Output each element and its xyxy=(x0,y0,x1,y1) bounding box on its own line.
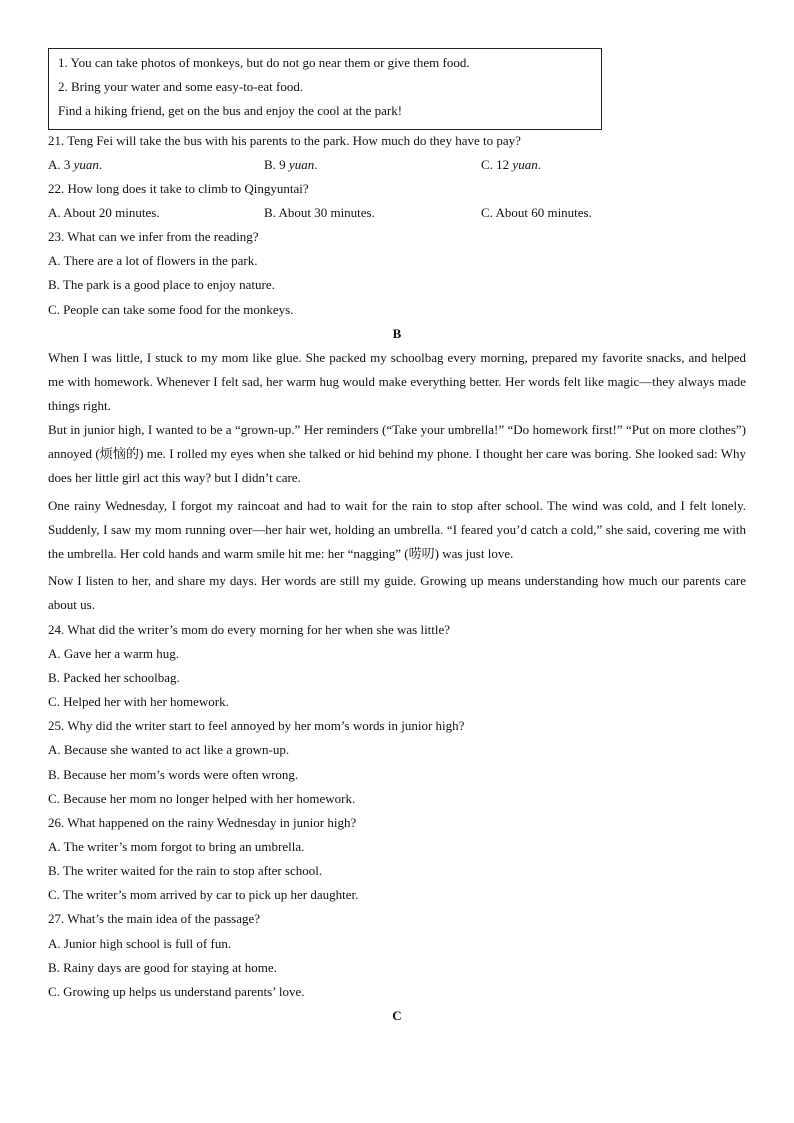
question-21-option-c: C. 12 yuan. xyxy=(481,157,541,172)
question-23-option-b: B. The park is a good place to enjoy nature. xyxy=(48,277,275,292)
passage-b-paragraph-2: But in junior high, I wanted to be a “grown-up.” Her reminders (“Take your umbrella!” “Do homework first!” “Put on more clothes”) annoyed (烦恼的) me. I rolled my eyes when she talked or hid behind my phone. I thought her care was boring. She looked sad: Why does her little girl act this way? but I didn’t care. xyxy=(48,422,746,486)
question-22: 22. How long does it take to climb to Qingyuntai? xyxy=(48,181,309,196)
passage-b-paragraph-3: One rainy Wednesday, I forgot my raincoat and had to wait for the rain to stop after school. The wind was cold, and I felt lonely. Suddenly, I saw my mom running over—her hair wet, holding an umbrella. “I feared you’d catch a cold,” she said, covering me with the umbrella. Her cold hands and warm smile hit me: her “nagging” (唠叨) was just love. xyxy=(48,498,746,562)
question-22-option-b: B. About 30 minutes. xyxy=(264,205,375,220)
question-22-option-c: C. About 60 minutes. xyxy=(481,205,592,220)
question-22-option-a: A. About 20 minutes. xyxy=(48,205,160,220)
section-b-heading: B xyxy=(392,326,402,341)
question-21: 21. Teng Fei will take the bus with his parents to the park. How much do they have to pay? xyxy=(48,133,521,148)
question-23-option-a: A. There are a lot of flowers in the park. xyxy=(48,253,258,268)
notice-box xyxy=(48,48,602,130)
notice-line-1: 1. You can take photos of monkeys, but do not go near them or give them food. xyxy=(58,55,470,70)
question-23: 23. What can we infer from the reading? xyxy=(48,229,259,244)
question-21-option-a: A. 3 yuan. xyxy=(48,157,103,172)
question-25-option-a: A. Because she wanted to act like a grown-up. xyxy=(48,742,290,757)
question-27-option-a: A. Junior high school is full of fun. xyxy=(48,936,232,951)
question-24-option-b: B. Packed her schoolbag. xyxy=(48,670,180,685)
question-24-option-a: A. Gave her a warm hug. xyxy=(48,646,180,661)
notice-line-2: 2. Bring your water and some easy-to-eat food. xyxy=(58,79,304,94)
question-26: 26. What happened on the rainy Wednesday in junior high? xyxy=(48,815,357,830)
passage-b-paragraph-1: When I was little, I stuck to my mom like glue. She packed my schoolbag every morning, prepared my favorite snacks, and helped me with homework. Whenever I felt sad, her warm hug would make everything better. Her words felt like magic—they always made things right. xyxy=(48,350,746,414)
question-25: 25. Why did the writer start to feel annoyed by her mom’s words in junior high? xyxy=(48,718,465,733)
question-23-option-c: C. People can take some food for the monkeys. xyxy=(48,302,294,317)
section-c-heading: C xyxy=(392,1008,402,1023)
question-27-option-b: B. Rainy days are good for staying at home. xyxy=(48,960,277,975)
question-26-option-a: A. The writer’s mom forgot to bring an umbrella. xyxy=(48,839,305,854)
question-21-option-b: B. 9 yuan. xyxy=(264,157,318,172)
question-27: 27. What’s the main idea of the passage? xyxy=(48,911,261,926)
notice-line-3: Find a hiking friend, get on the bus and enjoy the cool at the park! xyxy=(58,103,403,118)
question-27-option-c: C. Growing up helps us understand parents’ love. xyxy=(48,984,305,999)
question-24-option-c: C. Helped her with her homework. xyxy=(48,694,229,709)
question-26-option-c: C. The writer’s mom arrived by car to pick up her daughter. xyxy=(48,887,359,902)
question-25-option-c: C. Because her mom no longer helped with her homework. xyxy=(48,791,356,806)
passage-b-paragraph-4: Now I listen to her, and share my days. Her words are still my guide. Growing up means understanding how much our parents care about us. xyxy=(48,573,746,613)
question-26-option-b: B. The writer waited for the rain to stop after school. xyxy=(48,863,323,878)
question-25-option-b: B. Because her mom’s words were often wrong. xyxy=(48,767,299,782)
question-24: 24. What did the writer’s mom do every morning for her when she was little? xyxy=(48,622,451,637)
